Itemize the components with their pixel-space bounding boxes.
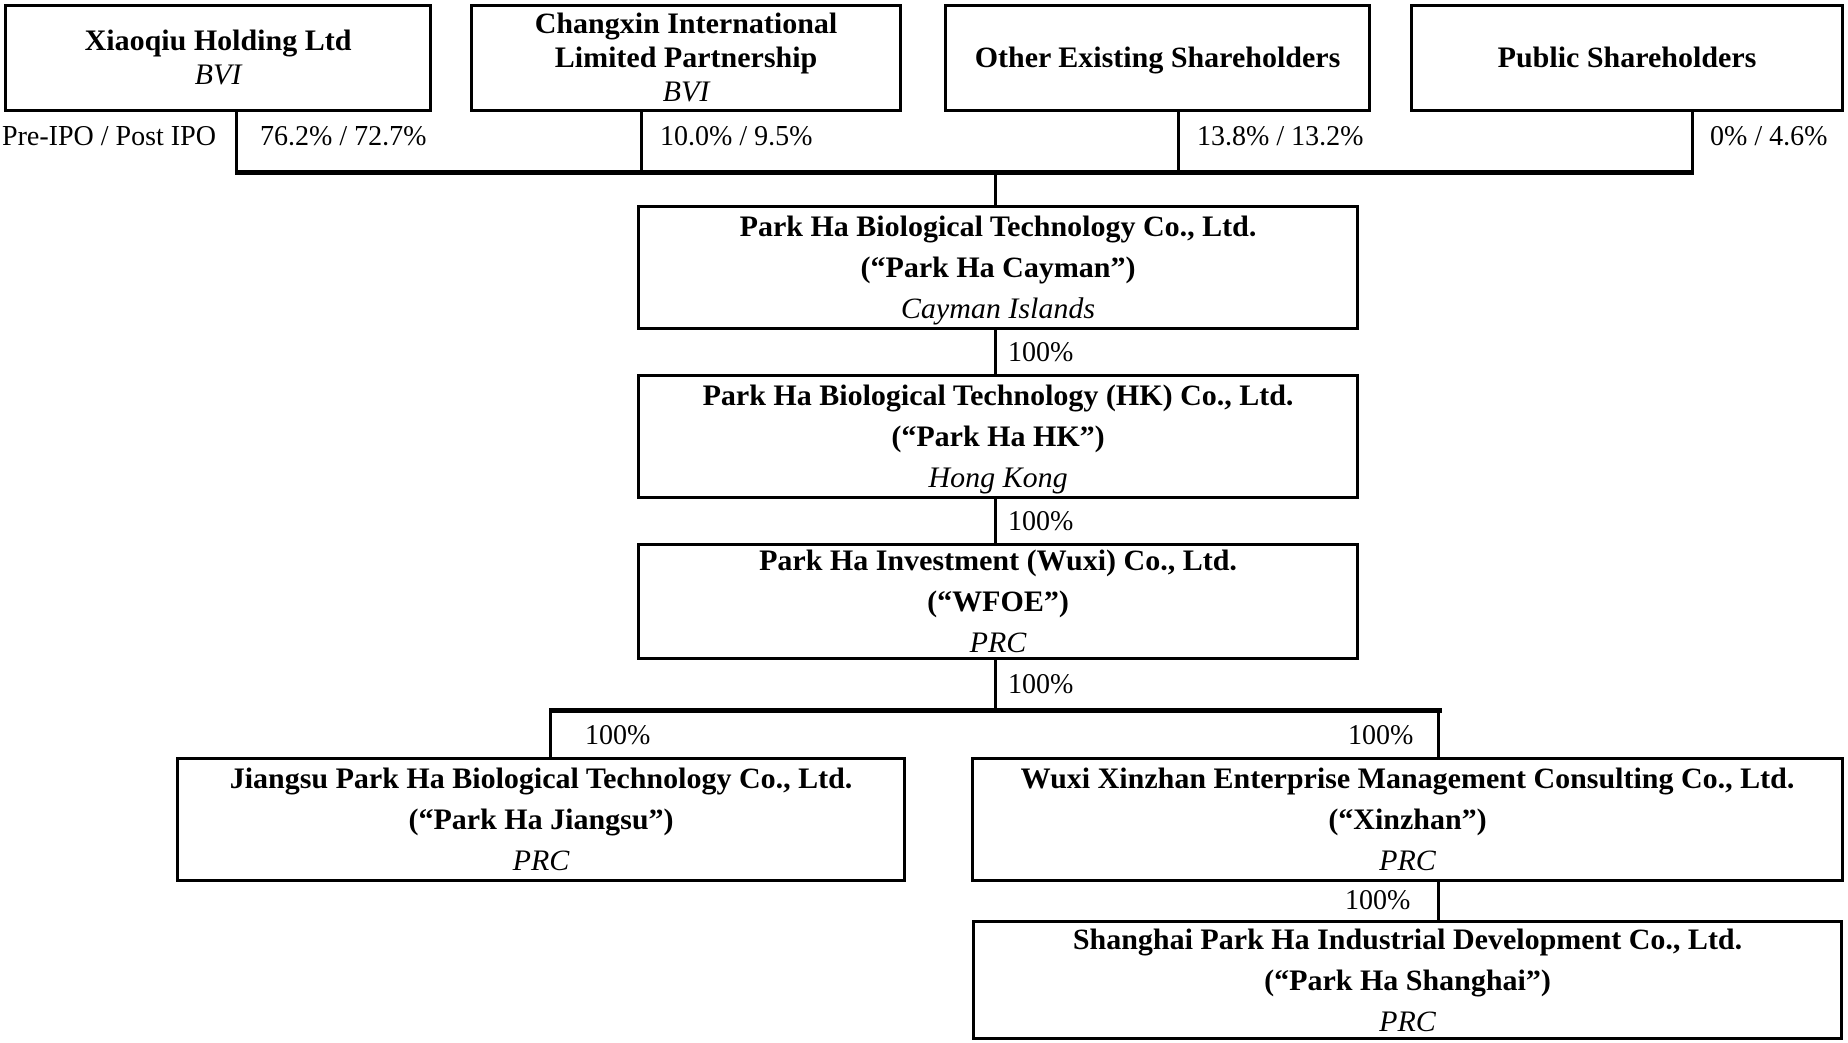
bus-to-jiangsu-line xyxy=(549,712,552,758)
ownership-pct-wfoe: 100% xyxy=(1008,669,1074,700)
ownership-pct-shanghai: 100% xyxy=(1345,885,1411,916)
company-name: Jiangsu Park Ha Biological Technology Co., Ltd. xyxy=(229,762,853,795)
node-public-shareholders xyxy=(1410,4,1844,112)
ownership-line-xiaoqiu xyxy=(235,111,238,171)
company-name: Other Existing Shareholders xyxy=(974,41,1341,74)
node-park-ha-jiangsu xyxy=(176,757,906,882)
ownership-pct-hk-wfoe: 100% xyxy=(1008,506,1074,537)
bus-to-xinzhan-line xyxy=(1437,712,1440,758)
company-name: Park Ha Investment (Wuxi) Co., Ltd. xyxy=(759,544,1237,577)
company-name: Wuxi Xinzhan Enterprise Management Consulting Co., Ltd. xyxy=(1020,762,1795,795)
hk-wfoe-line xyxy=(994,498,997,544)
company-name: Changxin International xyxy=(534,7,838,40)
company-name: Limited Partnership xyxy=(554,41,818,74)
ownership-pct-other: 13.8% / 13.2% xyxy=(1197,121,1364,152)
node-park-ha-shanghai xyxy=(972,920,1843,1040)
ownership-pct-changxin: 10.0% / 9.5% xyxy=(660,121,813,152)
jurisdiction-label: BVI xyxy=(194,58,242,91)
company-name: Public Shareholders xyxy=(1497,41,1757,74)
jurisdiction-label: PRC xyxy=(1379,1004,1436,1038)
ownership-pct-public: 0% / 4.6% xyxy=(1710,121,1828,152)
ownership-pct-xiaoqiu: 76.2% / 72.7% xyxy=(260,121,427,152)
ownership-line-other xyxy=(1177,111,1180,171)
jurisdiction-label: PRC xyxy=(1379,844,1436,877)
node-xinzhan xyxy=(971,757,1844,882)
ownership-line-public xyxy=(1691,111,1694,171)
node-other-existing-shareholders xyxy=(944,4,1371,112)
company-alias: (“Park Ha Cayman”) xyxy=(860,251,1136,284)
bus-to-cayman-line xyxy=(994,175,997,206)
company-alias: (“Park Ha Shanghai”) xyxy=(1264,963,1551,997)
ownership-pct-xinzhan: 100% xyxy=(1348,720,1414,751)
ownership-legend: Pre-IPO / Post IPO xyxy=(2,121,216,152)
shareholder-bus-line xyxy=(235,170,1694,175)
company-name: Park Ha Biological Technology (HK) Co., Ltd. xyxy=(702,379,1294,412)
company-name: Xiaoqiu Holding Ltd xyxy=(84,24,352,57)
wfoe-bus-line xyxy=(994,659,997,711)
jurisdiction-label: Hong Kong xyxy=(928,461,1068,494)
node-wfoe xyxy=(637,543,1359,660)
ownership-pct-cayman-hk: 100% xyxy=(1008,337,1074,368)
ownership-line-changxin xyxy=(640,111,643,171)
node-xiaoqiu-holding xyxy=(4,4,432,112)
jurisdiction-label: PRC xyxy=(969,626,1027,659)
jurisdiction-label: Cayman Islands xyxy=(900,292,1096,325)
xinzhan-shanghai-line xyxy=(1437,881,1440,921)
company-alias: (“Xinzhan”) xyxy=(1328,803,1487,836)
node-changxin-partnership xyxy=(470,4,902,112)
node-park-ha-hk xyxy=(637,374,1359,499)
cayman-hk-line xyxy=(994,329,997,375)
company-alias: (“Park Ha Jiangsu”) xyxy=(408,803,674,836)
jurisdiction-label: BVI xyxy=(662,75,710,108)
company-name: Park Ha Biological Technology Co., Ltd. xyxy=(739,210,1257,243)
jurisdiction-label: PRC xyxy=(512,844,570,877)
company-alias: (“Park Ha HK”) xyxy=(891,420,1105,453)
ownership-pct-jiangsu: 100% xyxy=(585,720,651,751)
company-alias: (“WFOE”) xyxy=(927,585,1069,618)
subsidiary-bus-line xyxy=(549,708,1442,713)
node-park-ha-cayman xyxy=(637,205,1359,330)
company-name: Shanghai Park Ha Industrial Development Co., Ltd. xyxy=(1072,922,1743,956)
